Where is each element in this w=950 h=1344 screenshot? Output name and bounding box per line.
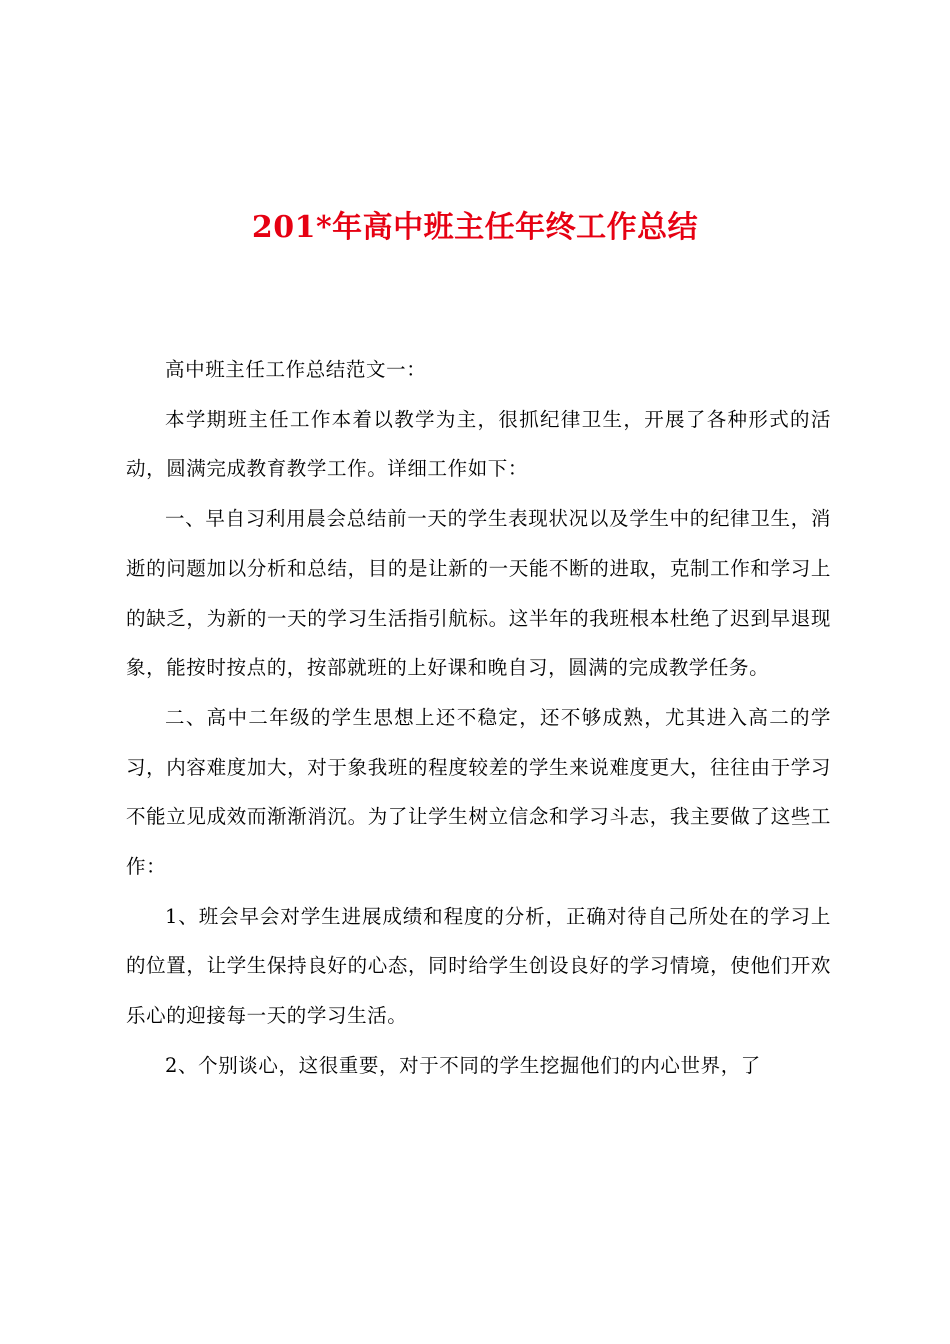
paragraph-4: 二、高中二年级的学生思想上还不稳定，还不够成熟，尤其进入高二的学习，内容难度加大，对于象我班的程度较差的学生来说难度更大，往往由于学习不能立见成效而渐渐消沉。为了让学生树立信念和学习斗志，我主要做了这些工作： [126,705,831,879]
paragraph-6: 2、个别谈心，这很重要，对于不同的学生挖掘他们的内心世界，了 [165,1053,761,1077]
paragraph-1: 高中班主任工作总结范文一： [165,358,427,381]
document-title: 201*年高中班主任年终工作总结 [251,210,699,245]
paragraph-2: 本学期班主任工作本着以教学为主，很抓纪律卫生，开展了各种形式的活动，圆满完成教育教学工作。详细工作如下： [126,407,831,481]
paragraph-5: 1、班会早会对学生进展成绩和程度的分析，正确对待自己所处在的学习上的位置，让学生保持良好的心态，同时给学生创设良好的学习情境，使他们开欢乐心的迎接每一天的学习生活。 [126,904,831,1028]
document-body [126,345,831,1091]
paragraph-3: 一、早自习利用晨会总结前一天的学生表现状况以及学生中的纪律卫生，消逝的问题加以分析和总结，目的是让新的一天能不断的进取，克制工作和学习上的缺乏，为新的一天的学习生活指引航标。这半年的我班根本杜绝了迟到早退现象，能按时按点的，按部就班的上好课和晚自习，圆满的完成教学任务。 [126,507,831,680]
